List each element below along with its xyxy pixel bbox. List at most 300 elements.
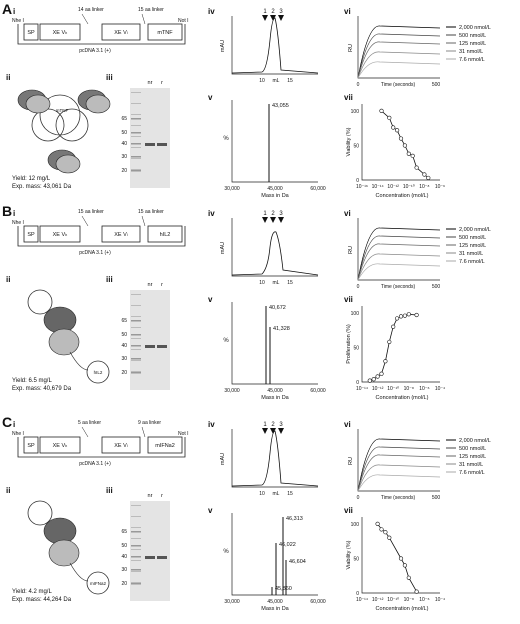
dose-point — [415, 313, 419, 317]
spr-legend-label: 7.6 nmol/L — [459, 470, 485, 476]
spr-ylabel: RU — [348, 246, 354, 254]
gel-ladder-band — [131, 125, 141, 126]
tnf-circle — [56, 109, 88, 141]
dose-point — [372, 377, 376, 381]
dose-ytick: 50 — [353, 345, 359, 352]
sub-label-iv: iv — [208, 209, 215, 218]
sec-ylabel: mAU — [220, 241, 226, 255]
gel-marker-band — [131, 372, 141, 374]
sec-fraction-label: 3 — [279, 211, 283, 217]
gel-ladder-band — [131, 560, 141, 561]
sec-arrow — [278, 15, 284, 21]
gel-ladder-band — [131, 505, 141, 506]
dose-ytick: 0 — [356, 380, 359, 386]
dose-point — [376, 375, 380, 379]
ms-axes — [232, 302, 318, 384]
site-left: Nhe I — [12, 18, 24, 24]
gel-ladder-band — [131, 527, 141, 528]
gel-lane-r: r — [161, 80, 163, 86]
spr-tick: 500 — [431, 284, 441, 290]
sec-fraction-label: 1 — [263, 9, 267, 15]
gel-marker-label: 40 — [121, 141, 127, 147]
spr-curve — [358, 52, 440, 78]
dose-point — [376, 522, 380, 526]
gel-ladder-band — [131, 305, 141, 306]
dose-ytick: 0 — [356, 591, 359, 597]
construct-box-label: mTNF — [157, 30, 173, 36]
spr-tick: 0 — [356, 495, 360, 501]
sub-label-vii: vii — [344, 506, 353, 515]
dose-point — [415, 166, 419, 170]
spr-curve — [358, 475, 440, 491]
gel-marker-band — [131, 143, 141, 145]
spr-curve — [358, 244, 440, 280]
gel-marker-band — [131, 170, 141, 172]
linker-path — [70, 352, 88, 370]
panel-letter: B — [2, 203, 13, 219]
gel-marker-label: 50 — [121, 332, 127, 338]
linker-pointer — [82, 427, 88, 437]
structure-label: hIL2 — [93, 370, 103, 375]
dose-xtick: 10⁻¹⁴ — [371, 184, 384, 190]
gel-band-nr — [145, 556, 155, 559]
dose-ylabel: Proliferation (%) — [346, 324, 352, 364]
gel-ladder-band — [131, 538, 141, 539]
dose-point — [368, 379, 372, 383]
sub-label-iii: iii — [106, 275, 113, 284]
gel-ladder-band — [131, 92, 141, 93]
sec-arrow — [278, 217, 284, 223]
dose-point — [384, 530, 388, 534]
gel-band-r — [157, 143, 167, 146]
gel-lane-r: r — [161, 282, 163, 288]
sub-label-v: v — [208, 93, 213, 102]
gel-marker-label: 30 — [121, 356, 127, 362]
sec-fraction-label: 1 — [263, 422, 267, 428]
linker-pointer — [82, 216, 88, 226]
dose-ytick: 100 — [350, 521, 359, 528]
gel-ladder-band — [131, 338, 141, 339]
dose-xtick: 10⁻¹² — [371, 386, 384, 392]
dose-point — [388, 536, 392, 540]
sec-ylabel: mAU — [220, 39, 226, 53]
spr-ylabel: RU — [348, 457, 354, 465]
dose-point — [391, 325, 395, 329]
gel-marker-band — [131, 583, 141, 585]
construct-box-label: XE Vₗ — [114, 30, 128, 36]
dose-xtick: 10⁻¹⁰ — [387, 386, 400, 392]
gel-marker-label: 50 — [121, 130, 127, 136]
dose-point — [407, 152, 411, 156]
structure-cartoon — [18, 90, 110, 173]
construct-box-label: XE Vₕ — [52, 30, 68, 36]
panel-A — [2, 1, 491, 199]
sec-fraction-label: 1 — [263, 211, 267, 217]
dose-xtick: 10⁻¹⁶ — [356, 184, 368, 190]
site-right: Not I — [178, 431, 189, 437]
loop-circle — [28, 290, 52, 314]
gel-marker-label: 50 — [121, 543, 127, 549]
dose-fit-curve — [370, 314, 417, 380]
sub-label-vi: vi — [344, 420, 351, 429]
gel-marker-label: 40 — [121, 554, 127, 560]
ms-xlabel: Mass in Da — [261, 606, 289, 612]
gel-marker-band — [131, 358, 141, 360]
spr-legend-label: 500 nmol/L — [459, 33, 487, 39]
dose-xtick: 10⁻⁶ — [434, 184, 446, 190]
ms-axes — [232, 513, 318, 595]
sec-trace — [232, 232, 318, 275]
gel-ladder-band — [131, 349, 141, 350]
gel-marker-band — [131, 569, 141, 571]
gel-ladder-band — [131, 516, 141, 517]
spr-xlabel: Time (seconds) — [380, 82, 416, 88]
sub-label-i: i — [13, 7, 16, 16]
ms-tick: 45,000 — [267, 388, 283, 394]
gel-ladder-band — [131, 158, 141, 159]
sec-tick: 10 — [259, 78, 265, 84]
structure-cartoon — [28, 501, 109, 594]
spr-curve — [358, 42, 440, 78]
linker-1: 14 aa linker — [78, 7, 104, 13]
dose-point — [423, 173, 427, 177]
gel-ladder-band — [131, 103, 141, 104]
domain-vl — [86, 95, 110, 113]
gel-marker-band — [131, 345, 141, 347]
dose-point — [380, 109, 384, 113]
sec-fraction-label: 3 — [279, 422, 283, 428]
sec-arrow — [262, 428, 268, 434]
gel-marker-label: 65 — [121, 529, 127, 535]
sec-arrow — [270, 217, 276, 223]
gel-lane-nr: nr — [147, 282, 153, 288]
dose-point — [388, 340, 392, 344]
dose-ylabel: Viability (%) — [346, 127, 352, 157]
linker-2: 15 aa linker — [138, 7, 164, 13]
spr-tick: 0 — [356, 284, 360, 290]
domain-vh — [44, 307, 76, 333]
dose-xtick: 10⁻¹⁴ — [355, 597, 369, 603]
spr-curve — [358, 264, 440, 280]
spr-legend-label: 7.6 nmol/L — [459, 57, 485, 63]
ms-ylabel: % — [223, 136, 229, 142]
gel-marker-label: 65 — [121, 318, 127, 324]
ms-tick: 60,000 — [310, 388, 326, 394]
dose-xlabel: Concentration (mol/L) — [375, 193, 429, 199]
sub-label-iv: iv — [208, 420, 215, 429]
spr-legend-label: 2,000 nmol/L — [459, 438, 491, 444]
gel-marker-label: 40 — [121, 343, 127, 349]
ms-tick: 30,000 — [224, 599, 240, 605]
gel-marker-band — [131, 320, 141, 322]
construct-box-label: mIFNa2 — [155, 443, 175, 449]
gel-lane-r: r — [161, 493, 163, 499]
vector-label: pcDNA 3.1 (+) — [79, 250, 111, 256]
linker-2: 15 aa linker — [138, 209, 164, 215]
dose-point — [403, 564, 407, 568]
gel-ladder-band — [131, 327, 141, 328]
dose-point — [380, 372, 384, 376]
spr-legend-label: 2,000 nmol/L — [459, 25, 491, 31]
sub-label-iii: iii — [106, 486, 113, 495]
vector-label: pcDNA 3.1 (+) — [79, 48, 111, 54]
dose-point — [399, 557, 403, 561]
structure-label: mTNF — [55, 108, 69, 113]
sub-label-iii: iii — [106, 73, 113, 82]
spr-tick: 500 — [431, 82, 441, 88]
linker-1: 5 aa linker — [78, 420, 102, 426]
spr-legend-label: 125 nmol/L — [459, 243, 487, 249]
ms-tick: 45,000 — [267, 599, 283, 605]
dose-point — [380, 528, 384, 532]
dose-ytick: 0 — [356, 178, 359, 184]
sub-label-i: i — [13, 209, 16, 218]
construct-box-label: SP — [27, 232, 35, 238]
gel-band-nr — [145, 345, 155, 348]
spr-curve — [358, 254, 440, 280]
gel-marker-label: 20 — [121, 370, 127, 376]
vector-label: pcDNA 3.1 (+) — [79, 461, 111, 467]
sub-label-ii: ii — [6, 73, 11, 82]
sub-label-v: v — [208, 506, 213, 515]
gel-ladder-band — [131, 549, 141, 550]
ms-peak-label: 46,022 — [279, 542, 296, 548]
sec-axes — [232, 16, 318, 74]
spr-legend-label: 31 nmol/L — [459, 251, 484, 257]
ms-tick: 30,000 — [224, 388, 240, 394]
sec-tick: 10 — [259, 280, 265, 286]
dose-point — [407, 576, 411, 580]
domain-vl — [26, 95, 50, 113]
gel-ladder-band — [131, 316, 141, 317]
construct-box-label: XE Vₕ — [52, 443, 68, 449]
gel-ladder-band — [131, 294, 141, 295]
sec-arrow — [262, 15, 268, 21]
gel-ladder-band — [131, 147, 141, 148]
sec-tick: 15 — [287, 280, 293, 286]
sec-ylabel: mAU — [220, 452, 226, 466]
tnf-circle — [32, 109, 64, 141]
gel-band-r — [157, 345, 167, 348]
construct-box-label: SP — [27, 443, 35, 449]
dose-point — [415, 590, 419, 594]
sec-trace — [232, 18, 318, 73]
sub-label-v: v — [208, 295, 213, 304]
structure-cartoon — [28, 290, 109, 383]
linker-pointer — [142, 216, 145, 226]
spr-legend-label: 31 nmol/L — [459, 462, 484, 468]
dose-point — [388, 116, 392, 120]
spr-legend-label: 2,000 nmol/L — [459, 227, 491, 233]
gel-marker-label: 20 — [121, 581, 127, 587]
spr-legend-label: 500 nmol/L — [459, 235, 487, 241]
sec-arrow — [278, 428, 284, 434]
gel-ladder-band — [131, 360, 141, 361]
yield-text: Yield: 6.5 mg/L — [12, 378, 52, 384]
sec-fraction-label: 2 — [271, 9, 275, 15]
spr-ylabel: RU — [348, 44, 354, 52]
spr-legend-label: 125 nmol/L — [459, 454, 487, 460]
gel-marker-band — [131, 556, 141, 558]
sec-tick: 10 — [259, 491, 265, 497]
construct-box-label: XE Vₗ — [114, 443, 128, 449]
sec-xlabel: mL — [272, 78, 280, 84]
dose-point — [407, 312, 411, 316]
domain-vl — [49, 540, 79, 566]
gel-band-r — [157, 556, 167, 559]
spr-xlabel: Time (seconds) — [380, 495, 416, 501]
sub-label-vi: vi — [344, 7, 351, 16]
yield-text: Yield: 4.2 mg/L — [12, 589, 52, 595]
linker-pointer — [142, 14, 145, 24]
gel-ladder-band — [131, 582, 141, 583]
ms-peak-label: 45,860 — [275, 586, 292, 592]
dose-ytick: 50 — [353, 143, 359, 150]
sec-fraction-label: 2 — [271, 211, 275, 217]
site-right: Not I — [178, 18, 189, 24]
sec-axes — [232, 218, 318, 276]
ms-axes — [232, 100, 318, 182]
gel-marker-label: 20 — [121, 168, 127, 174]
yield-text: Yield: 12 mg/L — [12, 176, 51, 182]
gel-marker-band — [131, 156, 141, 158]
ms-tick: 45,000 — [267, 186, 283, 192]
dose-xtick: 10⁻⁸ — [419, 184, 430, 190]
ms-xlabel: Mass in Da — [261, 193, 289, 199]
gel-marker-band — [131, 545, 141, 547]
dose-xtick: 10⁻⁴ — [434, 386, 446, 392]
linker-1: 15 aa linker — [78, 209, 104, 215]
ms-peak-label: 41,328 — [273, 326, 290, 332]
panel-B — [2, 203, 491, 401]
mass-text: Exp. mass: 43,061 Da — [12, 184, 72, 190]
dose-point — [384, 359, 388, 363]
gel-marker-label: 30 — [121, 567, 127, 573]
site-left: Nhe I — [12, 220, 24, 226]
sub-label-vi: vi — [344, 209, 351, 218]
dose-point — [391, 126, 395, 130]
sec-xlabel: mL — [272, 280, 280, 286]
spr-tick: 0 — [356, 82, 360, 88]
ms-peak-label: 40,672 — [269, 305, 286, 311]
dose-xtick: 10⁻⁸ — [403, 386, 414, 392]
panel-letter: C — [2, 414, 13, 430]
dose-point — [399, 315, 403, 319]
dose-xtick: 10⁻¹⁴ — [355, 386, 369, 392]
dose-xtick: 10⁻⁴ — [434, 597, 446, 603]
sec-tick: 15 — [287, 78, 293, 84]
dose-axes — [362, 517, 440, 593]
sec-tick: 15 — [287, 491, 293, 497]
gel-marker-label: 65 — [121, 116, 127, 122]
spr-legend-label: 7.6 nmol/L — [459, 259, 485, 265]
ms-ylabel: % — [223, 338, 229, 344]
spr-curve — [358, 26, 440, 78]
gel-ladder-band — [131, 169, 141, 170]
gel-ladder-band — [131, 114, 141, 115]
dose-xtick: 10⁻¹⁰ — [387, 597, 400, 603]
spr-legend-label: 125 nmol/L — [459, 41, 487, 47]
panel-C — [2, 414, 491, 612]
ms-peak-label: 46,604 — [289, 559, 306, 565]
sub-label-vii: vii — [344, 93, 353, 102]
domain-vl — [49, 329, 79, 355]
gel-lane-nr: nr — [147, 80, 153, 86]
construct-box-label: XE Vₕ — [52, 232, 68, 238]
spr-curve — [358, 455, 440, 491]
loop-circle — [28, 501, 52, 525]
linker-2: 9 aa linker — [138, 420, 162, 426]
dose-point — [403, 314, 407, 318]
dose-axes — [362, 104, 440, 180]
sub-label-i: i — [13, 420, 16, 429]
mass-text: Exp. mass: 44,264 Da — [12, 597, 72, 603]
construct-box-label: hIL2 — [159, 232, 171, 238]
sec-trace — [232, 431, 318, 486]
sub-label-ii: ii — [6, 275, 11, 284]
ms-ylabel: % — [223, 549, 229, 555]
sec-fraction-label: 3 — [279, 9, 283, 15]
gel-lane-nr: nr — [147, 493, 153, 499]
spr-tick: 500 — [431, 495, 441, 501]
mass-text: Exp. mass: 40,679 Da — [12, 386, 72, 392]
domain-vl — [56, 155, 80, 173]
sec-fraction-label: 2 — [271, 422, 275, 428]
construct-box-label: XE Vₗ — [114, 232, 128, 238]
dose-point — [395, 128, 399, 132]
gel-marker-label: 30 — [121, 154, 127, 160]
spr-curve — [358, 439, 440, 491]
spr-legend-label: 31 nmol/L — [459, 49, 484, 55]
dose-fit-curve — [378, 524, 417, 592]
site-left: Nhe I — [12, 431, 24, 437]
dose-xtick: 10⁻¹² — [371, 597, 384, 603]
dose-ylabel: Viability (%) — [346, 540, 352, 570]
dose-point — [403, 144, 407, 148]
ms-tick: 60,000 — [310, 186, 326, 192]
dose-ytick: 100 — [350, 108, 359, 115]
domain-vh — [44, 518, 76, 544]
ms-tick: 30,000 — [224, 186, 240, 192]
sec-xlabel: mL — [272, 491, 280, 497]
linker-pointer — [82, 14, 88, 24]
dose-xtick: 10⁻⁸ — [403, 597, 414, 603]
gel-marker-band — [131, 118, 141, 120]
dose-point — [427, 176, 431, 180]
dose-point — [411, 154, 415, 158]
panel-letter: A — [2, 1, 13, 17]
construct-box-label: SP — [27, 30, 35, 36]
spr-curve — [358, 465, 440, 491]
gel-band-nr — [145, 143, 155, 146]
ms-xlabel: Mass in Da — [261, 395, 289, 401]
spr-legend-label: 500 nmol/L — [459, 446, 487, 452]
spr-curve — [358, 228, 440, 280]
sec-arrow — [262, 217, 268, 223]
dose-point — [395, 317, 399, 321]
dose-ytick: 100 — [350, 310, 359, 317]
dose-xtick: 10⁻¹² — [387, 184, 399, 190]
sub-label-vii: vii — [344, 295, 353, 304]
dose-xtick: 10⁻⁶ — [419, 597, 430, 603]
structure-label: mIFNa2 — [89, 581, 107, 586]
linker-pointer — [142, 427, 145, 437]
gel-marker-band — [131, 132, 141, 134]
gel-ladder-band — [131, 571, 141, 572]
dose-ytick: 50 — [353, 556, 359, 563]
ms-peak-label: 43,055 — [272, 103, 289, 109]
sec-axes — [232, 429, 318, 487]
